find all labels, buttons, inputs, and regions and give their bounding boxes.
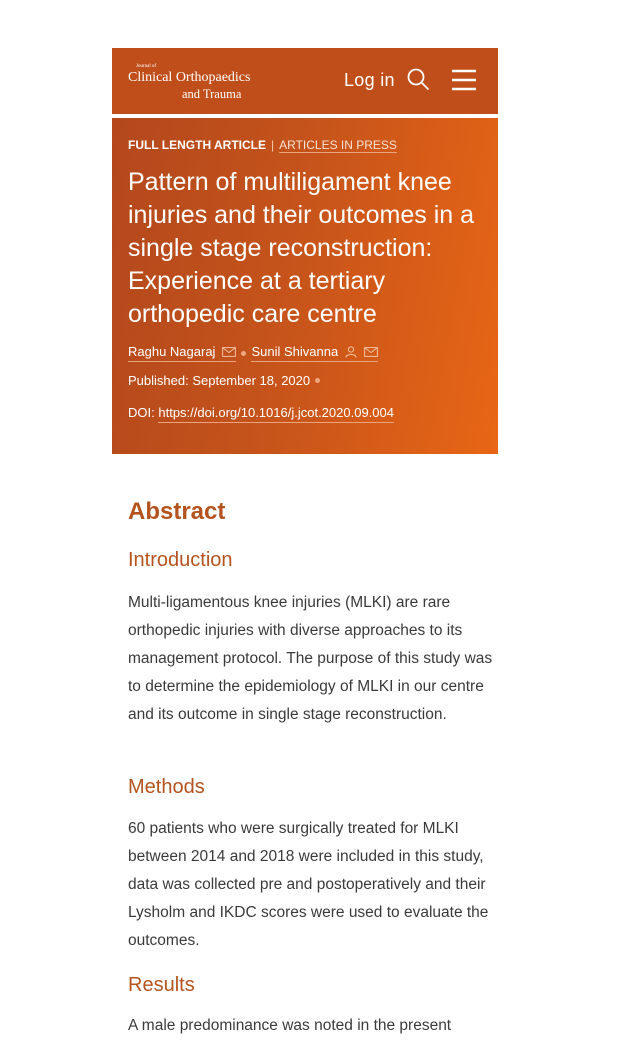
published-dot	[315, 378, 320, 383]
articles-in-press-link[interactable]: ARTICLES IN PRESS	[279, 138, 397, 152]
author-list	[128, 344, 378, 362]
journal-logo[interactable]	[128, 64, 250, 102]
journal-logo-line2: and Trauma	[182, 87, 242, 101]
category-separator: |	[271, 138, 275, 152]
author-separator-dot	[241, 351, 246, 356]
article-category	[128, 138, 397, 152]
author-link[interactable]	[251, 344, 378, 362]
mail-icon[interactable]	[364, 347, 378, 357]
doi-line	[128, 405, 394, 420]
abstract-heading: Abstract	[128, 498, 226, 525]
journal-logo-line1: Clinical Orthopaedics	[128, 70, 251, 85]
doi-link[interactable]: https://doi.org/10.1016/j.jcot.2020.09.004	[158, 405, 394, 423]
person-icon	[345, 346, 357, 358]
author-name: Sunil Shivanna	[251, 344, 339, 359]
article-title: Pattern of multiligament knee injuries and their outcomes in a single stage reconstruction: Experience at a tertiary orthopedic care centre	[128, 168, 475, 328]
introduction-text: Multi-ligamentous knee injuries (MLKI) are rare orthopedic injuries with diverse approaches to its management protocol. The purpose of this study was to determine the epidemiology of MLKI in our centre and its outcome in single stage reconstruction.	[128, 594, 493, 723]
login-link[interactable]: Log in	[344, 70, 395, 90]
section-heading-methods: Methods	[128, 776, 205, 798]
author-name: Raghu Nagaraj	[128, 344, 216, 359]
results-text-clipped	[128, 1014, 508, 1034]
author-link[interactable]	[128, 344, 236, 362]
article-hero	[112, 118, 498, 454]
results-text: A male predominance was noted in the present	[128, 1017, 452, 1034]
site-header	[112, 48, 498, 114]
mail-icon[interactable]	[222, 347, 236, 357]
journal-logo-small: Journal of	[136, 64, 157, 69]
section-heading-results: Results	[128, 974, 195, 996]
doi-label: DOI:	[128, 405, 155, 420]
section-heading-introduction: Introduction	[128, 549, 233, 571]
hamburger-menu-icon[interactable]	[450, 68, 478, 92]
published-date	[128, 373, 325, 388]
methods-text: 60 patients who were surgically treated for MLKI between 2014 and 2018 were included in this study, data was collected pre and postoperatively and their Lysholm and IKDC scores were used to evaluate the outcomes.	[128, 820, 489, 949]
article-type: FULL LENGTH ARTICLE	[128, 138, 266, 152]
published-text: Published: September 18, 2020	[128, 373, 311, 388]
search-icon[interactable]	[406, 67, 430, 91]
